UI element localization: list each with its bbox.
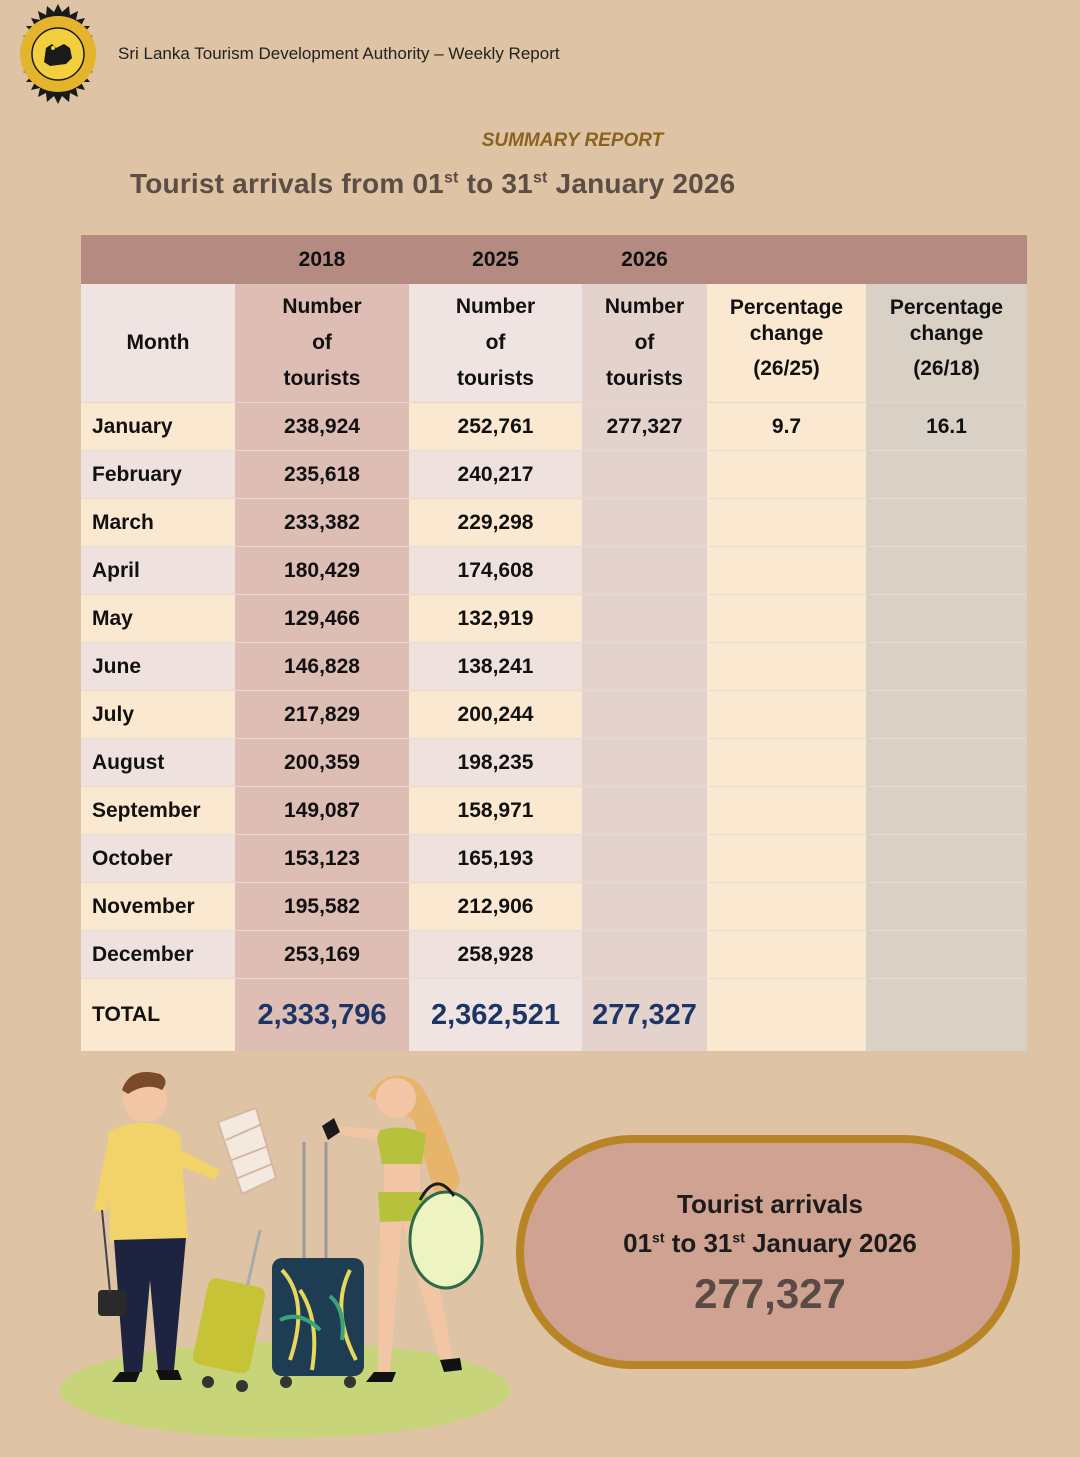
tourists-header-2018: Number of tourists <box>235 284 409 403</box>
month-cell: January <box>81 403 235 451</box>
org-title: Sri Lanka Tourism Development Authority – Weekly Report <box>118 44 560 63</box>
summary-label: SUMMARY REPORT <box>481 130 664 151</box>
value-2026-cell <box>582 931 707 979</box>
arrivals-table <box>81 235 1027 1051</box>
value-2018-cell: 233,382 <box>235 499 409 547</box>
value-2026-cell <box>582 643 707 691</box>
pct-26-18-cell <box>866 835 1027 883</box>
value-2018-cell: 253,169 <box>235 931 409 979</box>
value-2018-cell: 200,359 <box>235 739 409 787</box>
total-2025: 2,362,521 <box>409 979 582 1052</box>
value-2018-cell: 153,123 <box>235 835 409 883</box>
month-header: Month <box>81 284 235 403</box>
month-cell: August <box>81 739 235 787</box>
value-2026-cell <box>582 787 707 835</box>
table-row <box>81 403 1027 451</box>
pct-26-25-cell <box>707 691 866 739</box>
tourists-header-2025: Number of tourists <box>409 284 582 403</box>
year-2026: 2026 <box>582 235 707 284</box>
value-2025-cell: 132,919 <box>409 595 582 643</box>
value-2025-cell: 252,761 <box>409 403 582 451</box>
total-label: TOTAL <box>81 979 235 1052</box>
page-title: Tourist arrivals from 01st to 31st January 2026 <box>130 168 736 199</box>
total-2026: 277,327 <box>582 979 707 1052</box>
month-cell: February <box>81 451 235 499</box>
value-2018-cell: 195,582 <box>235 883 409 931</box>
pct-26-18-cell <box>866 787 1027 835</box>
value-2025-cell: 240,217 <box>409 451 582 499</box>
travelers-illustration <box>50 1060 530 1450</box>
pct-header-26-25: Percentage change (26/25) <box>707 284 866 403</box>
value-2025-cell: 198,235 <box>409 739 582 787</box>
month-cell: March <box>81 499 235 547</box>
value-2025-cell: 165,193 <box>409 835 582 883</box>
value-2026-cell <box>582 499 707 547</box>
month-cell: April <box>81 547 235 595</box>
value-2026-cell <box>582 547 707 595</box>
pct-26-25-cell <box>707 931 866 979</box>
value-2026-cell <box>582 739 707 787</box>
pct-26-18-cell <box>866 739 1027 787</box>
table-row <box>81 547 1027 595</box>
value-2025-cell: 158,971 <box>409 787 582 835</box>
panel-value: 277,327 <box>694 1270 846 1317</box>
pct-26-25-cell: 9.7 <box>707 403 866 451</box>
pct-26-25-cell <box>707 835 866 883</box>
tourists-header-2026: Number of tourists <box>582 284 707 403</box>
value-2025-cell: 138,241 <box>409 643 582 691</box>
arrivals-summary-text <box>516 1135 1024 1375</box>
pct-header-26-18: Percentage change (26/18) <box>866 284 1027 403</box>
value-2026-cell <box>582 883 707 931</box>
value-2018-cell: 217,829 <box>235 691 409 739</box>
pct-26-25-cell <box>707 643 866 691</box>
pct-26-25-cell <box>707 787 866 835</box>
value-2026-cell <box>582 595 707 643</box>
pct-26-18-cell: 16.1 <box>866 403 1027 451</box>
panel-period: 01st to 31st January 2026 <box>623 1228 917 1258</box>
table-row <box>81 883 1027 931</box>
table-row <box>81 451 1027 499</box>
table-row <box>81 691 1027 739</box>
pct-26-18-cell <box>866 451 1027 499</box>
month-cell: October <box>81 835 235 883</box>
pct-26-18-cell <box>866 691 1027 739</box>
value-2026-cell <box>582 691 707 739</box>
table-row <box>81 787 1027 835</box>
value-2026-cell: 277,327 <box>582 403 707 451</box>
value-2026-cell <box>582 451 707 499</box>
year-2018: 2018 <box>235 235 409 284</box>
total-pct-26-18 <box>866 979 1027 1052</box>
summer-suitcase <box>272 1142 364 1388</box>
value-2018-cell: 238,924 <box>235 403 409 451</box>
value-2025-cell: 258,928 <box>409 931 582 979</box>
column-header-row <box>81 284 1027 403</box>
month-cell: September <box>81 787 235 835</box>
value-2025-cell: 174,608 <box>409 547 582 595</box>
value-2025-cell: 212,906 <box>409 883 582 931</box>
pct-26-18-cell <box>866 883 1027 931</box>
total-row <box>81 979 1027 1052</box>
pct-26-18-cell <box>866 547 1027 595</box>
map-prop <box>218 1108 276 1194</box>
value-2018-cell: 129,466 <box>235 595 409 643</box>
month-cell: May <box>81 595 235 643</box>
table-row <box>81 499 1027 547</box>
value-2018-cell: 149,087 <box>235 787 409 835</box>
value-2018-cell: 146,828 <box>235 643 409 691</box>
value-2018-cell: 235,618 <box>235 451 409 499</box>
month-cell: June <box>81 643 235 691</box>
month-cell: July <box>81 691 235 739</box>
value-2025-cell: 229,298 <box>409 499 582 547</box>
sltda-logo-icon <box>6 2 110 106</box>
pct-26-18-cell <box>866 499 1027 547</box>
table-row <box>81 739 1027 787</box>
report-header <box>6 2 560 106</box>
pct-26-25-cell <box>707 547 866 595</box>
month-cell: November <box>81 883 235 931</box>
pct-26-18-cell <box>866 643 1027 691</box>
value-2026-cell <box>582 835 707 883</box>
pct-26-18-cell <box>866 595 1027 643</box>
pct-26-25-cell <box>707 499 866 547</box>
table-row <box>81 643 1027 691</box>
year-2025: 2025 <box>409 235 582 284</box>
pct-26-18-cell <box>866 931 1027 979</box>
pct-26-25-cell <box>707 883 866 931</box>
table-row <box>81 931 1027 979</box>
pct-26-25-cell <box>707 739 866 787</box>
table-row <box>81 835 1027 883</box>
total-pct-26-25 <box>707 979 866 1052</box>
total-2018: 2,333,796 <box>235 979 409 1052</box>
value-2018-cell: 180,429 <box>235 547 409 595</box>
table-row <box>81 595 1027 643</box>
pct-26-25-cell <box>707 595 866 643</box>
month-cell: December <box>81 931 235 979</box>
year-header-row <box>81 235 1027 284</box>
value-2025-cell: 200,244 <box>409 691 582 739</box>
panel-heading: Tourist arrivals <box>677 1189 863 1219</box>
pct-26-25-cell <box>707 451 866 499</box>
